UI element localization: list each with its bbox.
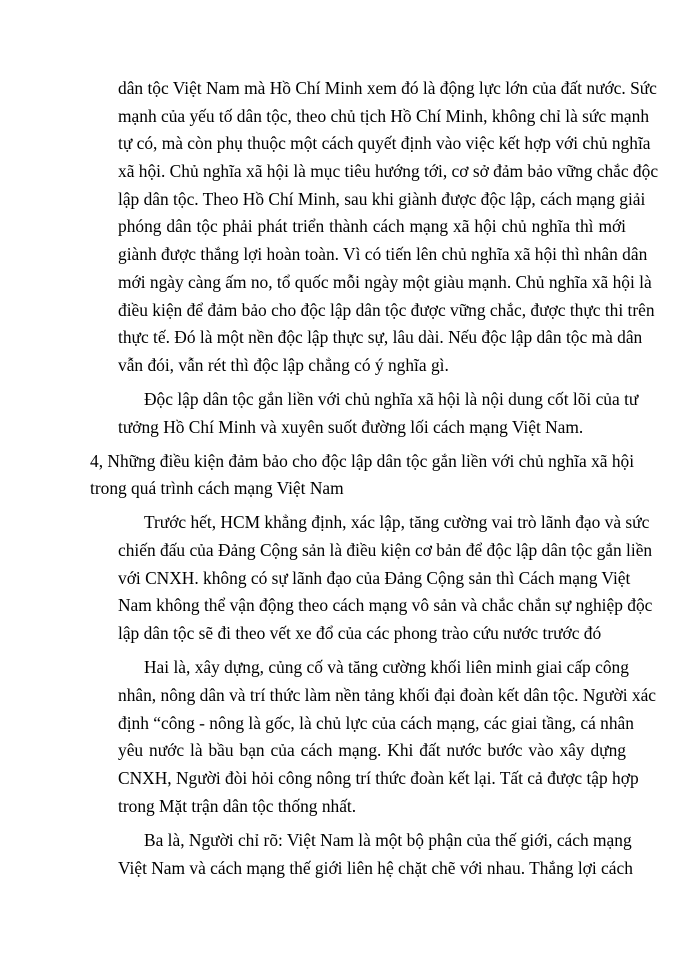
section-heading-line: 4, Những điều kiện đảm bảo cho độc lập dân tộc gắn liền với chủ nghĩa xã hội [90,450,635,471]
paragraph-line: nhân, nông dân và trí thức làm nền tảng khối đại đoàn kết dân tộc. Người xác [118,685,657,706]
paragraph-line: lập dân tộc. Theo Hồ Chí Minh, sau khi giành được độc lập, cách mạng giải [118,188,646,209]
paragraph-line: điều kiện để đảm bảo cho độc lập dân tộc được vững chắc, được thực thi trên [118,299,655,320]
paragraph-line: CNXH, Người đòi hỏi công nông trí thức đoàn kết lại. Tất cả được tập hợp [118,768,639,789]
paragraph-line: yêu nước là bầu bạn của cách mạng. Khi đất nước bước vào xây dựng [118,740,626,761]
paragraph-line: tưởng Hồ Chí Minh và xuyên suốt đường lối cách mạng Việt Nam. [118,417,584,438]
paragraph-line: giành được thắng lợi hoàn toàn. Vì có tiến lên chủ nghĩa xã hội thì nhân dân [118,244,648,265]
paragraph-line: mới ngày càng ấm no, tổ quốc mỗi ngày một giàu mạnh. Chủ nghĩa xã hội là [118,271,652,292]
paragraph-line: tự có, mà còn phụ thuộc một cách quyết định vào việc kết hợp với chủ nghĩa [118,133,651,154]
paragraph-line: dân tộc Việt Nam mà Hồ Chí Minh xem đó là động lực lớn của đất nước. Sức [118,78,657,98]
paragraph-line: trong Mặt trận dân tộc thống nhất. [118,795,357,816]
paragraph-line: vẫn đói, vẫn rét thì độc lập chẳng có ý nghĩa gì. [118,354,449,375]
paragraph-line: Hai là, xây dựng, củng cố và tăng cường khối liên minh giai cấp công [144,657,629,678]
paragraph-line: phóng dân tộc phải phát triển thành cách mạng xã hội chủ nghĩa thì mới [118,216,626,237]
paragraph-line: xã hội. Chủ nghĩa xã hội là mục tiêu hướng tới, cơ sở đảm bảo vững chắc độc [118,161,659,182]
section-heading-line: trong quá trình cách mạng Việt Nam [90,477,344,498]
paragraph-line: với CNXH. không có sự lãnh đạo của Đảng Cộng sản thì Cách mạng Việt [118,567,631,588]
paragraph-line: Việt Nam và cách mạng thế giới liên hệ chặt chẽ với nhau. Thắng lợi cách [118,858,633,878]
paragraph-line: định “công - nông là gốc, là chủ lực của cách mạng, các giai tầng, cá nhân [118,712,634,733]
paragraph-line: Ba là, Người chỉ rõ: Việt Nam là một bộ phận của thế giới, cách mạng [144,830,632,851]
paragraph-line: chiến đấu của Đảng Cộng sản là điều kiện cơ bản để độc lập dân tộc gắn liền [118,539,653,560]
paragraph-line: Nam không thể vận động theo cách mạng vô sản và chắc chắn sự nghiệp độc [118,595,653,616]
paragraph-line: lập dân tộc sẽ đi theo vết xe đổ của các phong trào cứu nước trước đó [118,622,602,643]
paragraph-line: Độc lập dân tộc gắn liền với chủ nghĩa xã hội là nội dung cốt lõi của tư [144,389,639,410]
paragraph-line: Trước hết, HCM khẳng định, xác lập, tăng cường vai trò lãnh đạo và sức [144,512,650,533]
paragraph-line: thực tế. Đó là một nền độc lập thực sự, lâu dài. Nếu độc lập dân tộc mà dân [118,327,643,348]
paragraph-line: mạnh của yếu tố dân tộc, theo chủ tịch Hồ Chí Minh, không chỉ là sức mạnh [118,105,650,126]
